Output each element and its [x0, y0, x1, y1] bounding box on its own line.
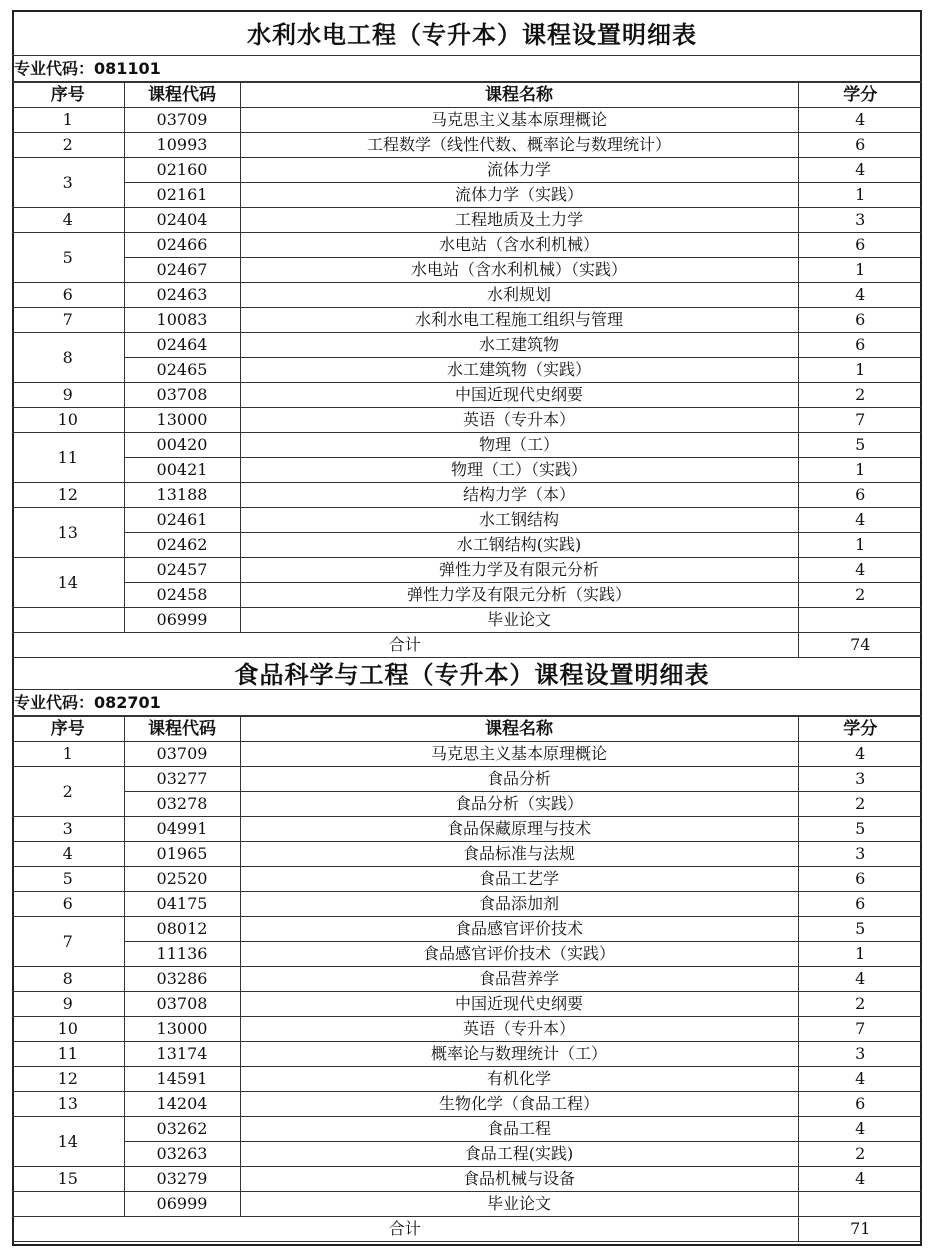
cell-code: 02467 [124, 258, 240, 283]
table-row [12, 158, 922, 183]
cell-code: 02160 [124, 158, 240, 183]
cell-seq: 2 [12, 133, 124, 158]
table-body [12, 742, 922, 1217]
cell-credit: 2 [798, 1142, 922, 1167]
cell-credit: 6 [798, 1092, 922, 1117]
cell-credit: 1 [798, 942, 922, 967]
cell-name: 水工钢结构 [240, 508, 798, 533]
water-conservancy-section [12, 10, 922, 658]
table-row [12, 817, 922, 842]
cell-name: 食品工程(实践) [240, 1142, 798, 1167]
cell-seq: 13 [12, 508, 124, 558]
table-row [12, 767, 922, 792]
cell-seq: 12 [12, 483, 124, 508]
cell-seq: 14 [12, 1117, 124, 1167]
table-row [12, 358, 922, 383]
cell-seq: 6 [12, 892, 124, 917]
cell-code: 10083 [124, 308, 240, 333]
cell-name: 食品感官评价技术 [240, 917, 798, 942]
cell-code: 02161 [124, 183, 240, 208]
cell-seq: 14 [12, 558, 124, 608]
cell-credit: 2 [798, 383, 922, 408]
cell-name: 马克思主义基本原理概论 [240, 742, 798, 767]
cell-code: 03277 [124, 767, 240, 792]
cell-code: 02462 [124, 533, 240, 558]
cell-code: 04175 [124, 892, 240, 917]
table-row [12, 208, 922, 233]
cell-code: 01965 [124, 842, 240, 867]
cell-code: 02457 [124, 558, 240, 583]
cell-seq: 10 [12, 408, 124, 433]
cell-name: 英语（专升本） [240, 408, 798, 433]
header-credit: 学分 [798, 717, 922, 742]
cell-code: 10993 [124, 133, 240, 158]
table-row [12, 742, 922, 767]
table-row [12, 133, 922, 158]
table-row [12, 992, 922, 1017]
cell-name: 中国近现代史纲要 [240, 992, 798, 1017]
cell-code: 13188 [124, 483, 240, 508]
cell-code: 03708 [124, 992, 240, 1017]
table-row [12, 1117, 922, 1142]
cell-code: 06999 [124, 1192, 240, 1217]
cell-credit: 4 [798, 742, 922, 767]
cell-seq: 7 [12, 917, 124, 967]
total-value: 71 [798, 1217, 922, 1242]
cell-seq: 1 [12, 108, 124, 133]
cell-code: 00421 [124, 458, 240, 483]
table-row [12, 917, 922, 942]
cell-seq: 3 [12, 817, 124, 842]
cell-name: 工程数学（线性代数、概率论与数理统计） [240, 133, 798, 158]
cell-name: 食品营养学 [240, 967, 798, 992]
cell-credit: 4 [798, 508, 922, 533]
table-row [12, 483, 922, 508]
cell-credit [798, 608, 922, 633]
table-row [12, 867, 922, 892]
table-row [12, 383, 922, 408]
cell-seq: 1 [12, 742, 124, 767]
cell-name: 物理（工）（实践） [240, 458, 798, 483]
cell-name: 弹性力学及有限元分析 [240, 558, 798, 583]
cell-name: 食品分析（实践） [240, 792, 798, 817]
cell-name: 食品添加剂 [240, 892, 798, 917]
cell-seq: 5 [12, 867, 124, 892]
cell-code: 14204 [124, 1092, 240, 1117]
cell-credit: 5 [798, 433, 922, 458]
cell-name: 概率论与数理统计（工） [240, 1042, 798, 1067]
cell-credit: 3 [798, 767, 922, 792]
table-row [12, 942, 922, 967]
cell-name: 食品工程 [240, 1117, 798, 1142]
cell-code: 02404 [124, 208, 240, 233]
cell-name: 食品机械与设备 [240, 1167, 798, 1192]
cell-credit: 3 [798, 1042, 922, 1067]
cell-name: 水工钢结构(实践) [240, 533, 798, 558]
cell-credit: 7 [798, 1017, 922, 1042]
table-row [12, 1017, 922, 1042]
cell-seq: 7 [12, 308, 124, 333]
major-code: 专业代码：082701 [12, 690, 922, 716]
food-science-section [12, 656, 922, 1242]
cell-code: 08012 [124, 917, 240, 942]
table-header-row [12, 83, 922, 108]
cell-credit: 1 [798, 533, 922, 558]
cell-credit: 4 [798, 558, 922, 583]
cell-seq: 10 [12, 1017, 124, 1042]
cell-name: 食品标准与法规 [240, 842, 798, 867]
cell-code: 02461 [124, 508, 240, 533]
cell-code: 03709 [124, 742, 240, 767]
cell-name: 食品保藏原理与技术 [240, 817, 798, 842]
cell-credit: 6 [798, 133, 922, 158]
table-body [12, 108, 922, 633]
cell-seq: 13 [12, 1092, 124, 1117]
total-label: 合计 [12, 1217, 798, 1242]
cell-seq [12, 608, 124, 633]
cell-code: 02463 [124, 283, 240, 308]
cell-name: 水利水电工程施工组织与管理 [240, 308, 798, 333]
cell-seq [12, 1192, 124, 1217]
cell-code: 13000 [124, 408, 240, 433]
cell-name: 水利规划 [240, 283, 798, 308]
table-row [12, 792, 922, 817]
cell-credit: 6 [798, 867, 922, 892]
cell-code: 04991 [124, 817, 240, 842]
cell-code: 03262 [124, 1117, 240, 1142]
table-row [12, 333, 922, 358]
cell-seq: 9 [12, 992, 124, 1017]
cell-name: 毕业论文 [240, 1192, 798, 1217]
cell-name: 工程地质及土力学 [240, 208, 798, 233]
cell-credit: 4 [798, 1117, 922, 1142]
cell-seq: 15 [12, 1167, 124, 1192]
cell-name: 物理（工） [240, 433, 798, 458]
cell-code: 03278 [124, 792, 240, 817]
table-row [12, 108, 922, 133]
cell-name: 中国近现代史纲要 [240, 383, 798, 408]
table-row [12, 533, 922, 558]
cell-seq: 12 [12, 1067, 124, 1092]
cell-credit: 1 [798, 183, 922, 208]
cell-seq: 3 [12, 158, 124, 208]
cell-name: 流体力学（实践） [240, 183, 798, 208]
cell-name: 水工建筑物 [240, 333, 798, 358]
cell-code: 11136 [124, 942, 240, 967]
cell-name: 水工建筑物（实践） [240, 358, 798, 383]
cell-name: 毕业论文 [240, 608, 798, 633]
table-row [12, 458, 922, 483]
cell-code: 02520 [124, 867, 240, 892]
cell-credit: 4 [798, 108, 922, 133]
cell-credit: 5 [798, 917, 922, 942]
cell-credit: 4 [798, 967, 922, 992]
cell-seq: 11 [12, 1042, 124, 1067]
total-value: 74 [798, 633, 922, 658]
cell-credit: 3 [798, 842, 922, 867]
table-row [12, 258, 922, 283]
cell-credit: 3 [798, 208, 922, 233]
table-row [12, 967, 922, 992]
total-row [12, 633, 922, 658]
table-row [12, 508, 922, 533]
cell-code: 14591 [124, 1067, 240, 1092]
cell-seq: 4 [12, 208, 124, 233]
cell-name: 英语（专升本） [240, 1017, 798, 1042]
header-credit: 学分 [798, 83, 922, 108]
cell-credit: 2 [798, 583, 922, 608]
table-row [12, 283, 922, 308]
cell-credit: 6 [798, 892, 922, 917]
cell-credit: 5 [798, 817, 922, 842]
table-row [12, 1192, 922, 1217]
cell-code: 13174 [124, 1042, 240, 1067]
cell-seq: 6 [12, 283, 124, 308]
cell-seq: 2 [12, 767, 124, 817]
cell-code: 00420 [124, 433, 240, 458]
cell-seq: 9 [12, 383, 124, 408]
cell-code: 03709 [124, 108, 240, 133]
cell-code: 02458 [124, 583, 240, 608]
major-code: 专业代码：081101 [12, 56, 922, 82]
cell-name: 生物化学（食品工程） [240, 1092, 798, 1117]
cell-credit: 1 [798, 458, 922, 483]
table-row [12, 842, 922, 867]
table-header-row [12, 717, 922, 742]
table-row [12, 233, 922, 258]
cell-name: 弹性力学及有限元分析（实践） [240, 583, 798, 608]
header-seq: 序号 [12, 83, 124, 108]
cell-seq: 8 [12, 967, 124, 992]
total-label: 合计 [12, 633, 798, 658]
header-code: 课程代码 [124, 717, 240, 742]
cell-seq: 5 [12, 233, 124, 283]
cell-code: 13000 [124, 1017, 240, 1042]
cell-code: 03263 [124, 1142, 240, 1167]
table-row [12, 892, 922, 917]
cell-name: 食品分析 [240, 767, 798, 792]
table-row [12, 308, 922, 333]
table-row [12, 608, 922, 633]
cell-credit: 4 [798, 1067, 922, 1092]
cell-code: 03286 [124, 967, 240, 992]
cell-name: 流体力学 [240, 158, 798, 183]
table-row [12, 1092, 922, 1117]
table-row [12, 583, 922, 608]
course-table [12, 716, 922, 1242]
cell-credit: 4 [798, 283, 922, 308]
table-row [12, 1067, 922, 1092]
cell-name: 食品工艺学 [240, 867, 798, 892]
cell-seq: 8 [12, 333, 124, 383]
header-code: 课程代码 [124, 83, 240, 108]
cell-credit: 1 [798, 258, 922, 283]
cell-credit: 6 [798, 333, 922, 358]
header-name: 课程名称 [240, 83, 798, 108]
header-seq: 序号 [12, 717, 124, 742]
cell-credit [798, 1192, 922, 1217]
cell-code: 03279 [124, 1167, 240, 1192]
cell-credit: 4 [798, 1167, 922, 1192]
cell-code: 02465 [124, 358, 240, 383]
section-title: 水利水电工程（专升本）课程设置明细表 [12, 10, 922, 56]
cell-credit: 2 [798, 992, 922, 1017]
cell-name: 水电站（含水利机械）（实践） [240, 258, 798, 283]
cell-name: 马克思主义基本原理概论 [240, 108, 798, 133]
header-name: 课程名称 [240, 717, 798, 742]
cell-credit: 2 [798, 792, 922, 817]
section-title: 食品科学与工程（专升本）课程设置明细表 [12, 656, 922, 690]
cell-code: 02466 [124, 233, 240, 258]
table-row [12, 1167, 922, 1192]
cell-name: 水电站（含水利机械） [240, 233, 798, 258]
cell-seq: 4 [12, 842, 124, 867]
cell-code: 02464 [124, 333, 240, 358]
cell-credit: 6 [798, 308, 922, 333]
course-table [12, 82, 922, 658]
cell-credit: 7 [798, 408, 922, 433]
table-row [12, 1142, 922, 1167]
cell-code: 03708 [124, 383, 240, 408]
total-row [12, 1217, 922, 1242]
table-row [12, 408, 922, 433]
cell-credit: 6 [798, 483, 922, 508]
cell-name: 结构力学（本） [240, 483, 798, 508]
table-row [12, 433, 922, 458]
cell-name: 食品感官评价技术（实践） [240, 942, 798, 967]
cell-credit: 4 [798, 158, 922, 183]
cell-code: 06999 [124, 608, 240, 633]
table-row [12, 1042, 922, 1067]
cell-credit: 1 [798, 358, 922, 383]
table-row [12, 558, 922, 583]
table-row [12, 183, 922, 208]
cell-name: 有机化学 [240, 1067, 798, 1092]
cell-seq: 11 [12, 433, 124, 483]
cell-credit: 6 [798, 233, 922, 258]
